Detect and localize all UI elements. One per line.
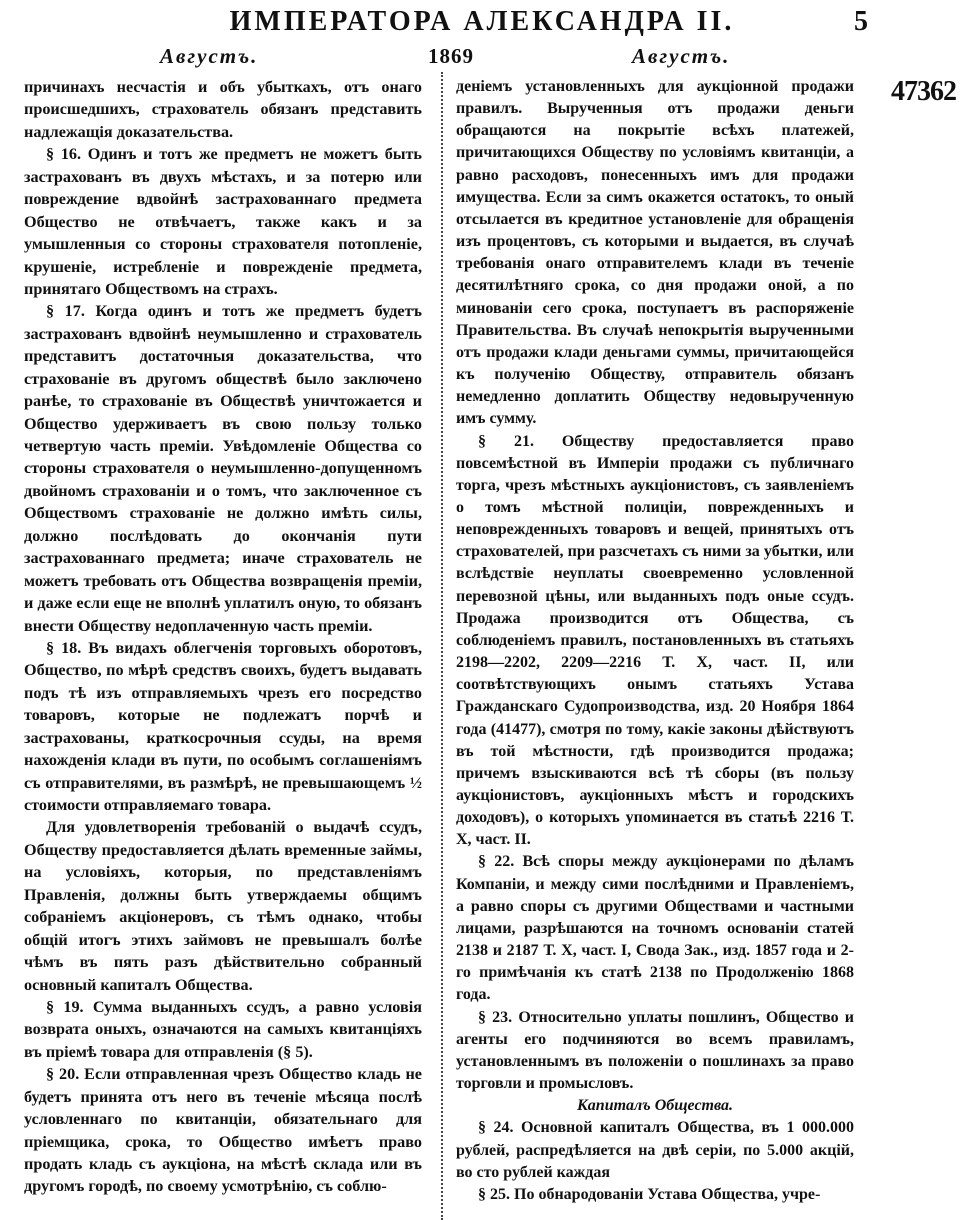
right-column (456, 76, 854, 1206)
year: 1869 (428, 44, 474, 68)
article-21: § 21. Обществу предоставляется право повсемѣстной въ Имперіи продажи съ публичнаго торга, чрезъ мѣстныхъ аукціонистовъ, съ заявленіемъ о томъ мѣстной полиціи, поврежденныхъ и неповрежденныхъ товаровъ и вещей, принятыхъ отъ страхователей, при разсчетахъ съ ними за убытки, или вслѣдствіе неуплаты своевременно условленной перевозной цѣны, или выданныхъ подъ оные ссудъ. Продажа производится отъ Общества, съ соблюденіемъ правилъ, постановленныхъ въ статьяхъ 2198—2202, 2209—2216 Т. X, част. II, или соотвѣтствующихъ онымъ статьяхъ Устава Гражданскаго Судопроизводства, изд. 20 Ноября 1864 года (41477), смотря по тому, какіе законы дѣйствуютъ въ той мѣстности, гдѣ производится продажа; причемъ взыскиваются всѣ тѣ сборы (въ пользу аукціонистовъ, аукціонныхъ мѣстъ и городскихъ доходовъ), о которыхъ упоминается въ статьѣ 2216 Т. X, част. II. (456, 432, 854, 849)
left-column (24, 76, 422, 1198)
article-20-continuation: деніемъ установленныхъ для аукціонной продажи правилъ. Вырученныя отъ продажи деньги обращаются на покрытіе всѣхъ платежей, причитающихся Обществу по условіямъ квитанціи, а равно расходовъ, понесенныхъ имъ для продажи имущества. Если за симъ окажется остатокъ, то оный отсылается въ кредитное установленіе для обращенія изъ процентовъ, съ которыми и выдается, въ случаѣ требованія онаго отправителемъ клади въ теченіе десятилѣтняго срока, со дня продажи оной, а по минованіи сего срока, поступаетъ въ распоряженіе Правительства. Въ случаѣ непокрытія вырученными отъ продажи клади деньгами суммы, причитающейся къ полученію Обществу, отправитель обязанъ немедленно доплатить Обществу недовырученную имъ сумму. (456, 78, 854, 428)
article-22: § 22. Всѣ споры между аукціонерами по дѣламъ Компаніи, и между сими послѣдними и Правленіемъ, а равно споры съ другими Обществами и частными лицами, разрѣшаются на точномъ основаніи статей 2138 и 2187 Т. X, част. I, Свода Зак., изд. 1857 года и 2-го примѣчанія къ статѣ 2138 по Продолженію 1868 года. (456, 853, 854, 1004)
column-divider (441, 72, 443, 1220)
article-17: § 17. Когда одинъ и тотъ же предметъ будетъ застрахованъ вдвойнѣ неумышленно и страхователь представитъ достаточныя доказательства, что страхованіе въ другомъ обществѣ было заключено ранѣе, то страхованіе въ Обществѣ уничтожается и Общество удерживаетъ въ свою пользу только четвертую часть преміи. Увѣдомленіе Общества со стороны страхователя о неумышленно-допущенномъ двойномъ страхованіи и о томъ, что заключенное съ Обществомъ страхованіе не должно имѣть силы, должно послѣдовать до окончанія пути застрахованнаго предмета; иначе страхователь не можетъ требовать отъ Общества возвращенія преміи, и даже если еще не вполнѣ уплатилъ оную, то обязанъ внести Обществу недоплаченную часть преміи. (24, 302, 422, 635)
article-16: § 16. Одинъ и тотъ же предметъ не можетъ быть застрахованъ въ двухъ мѣстахъ, и за потерю или повреждение вдвойнѣ застрахованнаго предмета Общество не отвѣчаетъ, также какъ и за умышленныя со стороны страхователя потопленіе, крушеніе, истребленіе и поврежденіе предмета, принятаго Обществомъ на страхъ. (24, 145, 422, 298)
page-number: 5 (854, 6, 868, 37)
article-24: § 24. Основной капиталъ Общества, въ 1 000.000 рублей, распредѣляется на двѣ серіи, по 5.000 акцій, во сто рублей каждая (456, 1119, 854, 1181)
paragraph-continuation: причинахъ несчастія и объ убыткахъ, отъ онаго происшедшихъ, страхователь обязанъ представить надлежащія доказательства. (24, 78, 422, 141)
article-23: § 23. Относительно уплаты пошлинъ, Общество и агенты его подчиняются во всемъ правиламъ, установленнымъ въ положеніи о пошлинахъ за право торговли и промысловъ. (456, 1008, 854, 1093)
running-head-title: ИМПЕРАТОРА АЛЕКСАНДРА II. (229, 6, 735, 37)
article-20: § 20. Если отправленная чрезъ Общество кладь не будетъ принята отъ него въ теченіе мѣсяца послѣ условленнаго по квитанціи, обязательнаго для пріемщика, срока, то Общество имѣетъ право продать кладь съ аукціона, на мѣстѣ склада или въ другомъ городѣ, по своему усмотрѣнію, съ соблю- (24, 1065, 422, 1196)
month-left: Августъ. (160, 44, 259, 68)
law-number: 47362 (891, 76, 956, 107)
article-25: § 25. По обнародованіи Устава Общества, учре- (478, 1185, 821, 1203)
section-heading-capital: Капиталъ Общества. (576, 1097, 734, 1115)
article-18: § 18. Въ видахъ облегченія торговыхъ оборотовъ, Общество, по мѣрѣ средствъ своихъ, будетъ выдавать подъ тѣ изъ отправляемыхъ чрезъ его посредство товаровъ, которые не подлежатъ порчѣ и застрахованы, краткосрочныя ссуды, на время нахожденія клади въ пути, по особымъ соглашеніямъ съ отправителями, въ размѣрѣ, не превышающемъ ½ стоимости отправляемаго товара. (24, 638, 422, 814)
article-19: § 19. Сумма выданныхъ ссудъ, а равно условія возврата оныхъ, означаются на самыхъ квитанціяхъ въ пріемѣ товара для отправленія (§ 5). (24, 997, 422, 1061)
month-right: Августъ. (632, 44, 731, 68)
article-18-loans: Для удовлетворенія требованій о выдачѣ ссудъ, Обществу предоставляется дѣлать временные займы, на условіяхъ, которыя, по представленіямъ Правленія, должны быть утверждаемы общимъ собраніемъ акціонеровъ, съ тѣмъ однако, чтобы общій итогъ этихъ займовъ не превышалъ болѣе чѣмъ въ пять разъ дѣйствительно собранный основный капиталъ Общества. (24, 818, 422, 994)
